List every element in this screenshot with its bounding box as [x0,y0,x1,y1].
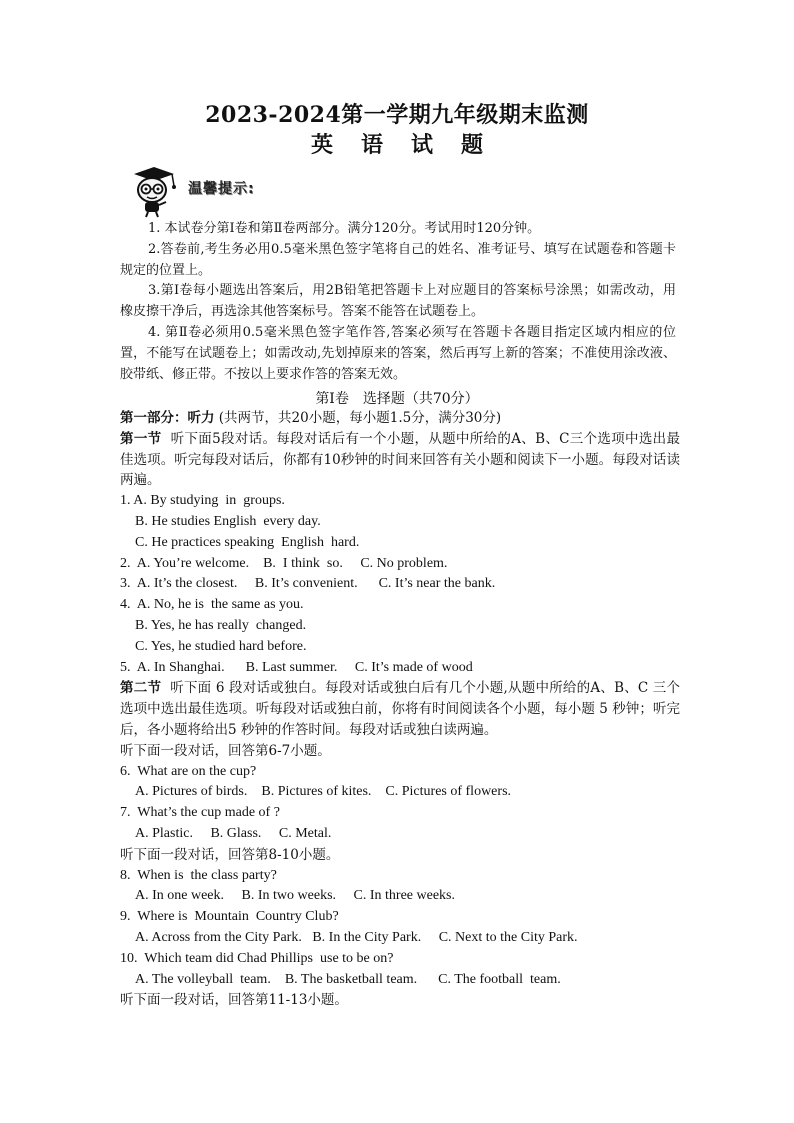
instructions [120,219,676,385]
question: 8. When is the class party? [120,867,277,883]
options: A. Pictures of birds. B. Pictures of kites. C. Pictures of flowers. [135,784,512,800]
part-desc: (共两节，共20小题，每小题1.5分，满分30分) [214,410,502,426]
option: C. He practices speaking English hard. [135,534,360,550]
volume-title: 第Ⅰ卷 选择题（共70分） [315,391,479,407]
option: C. Yes, he studied hard before. [135,638,307,654]
graduate-mascot-icon [128,164,178,218]
instruction-item: 1. 本试卷分第Ⅰ卷和第Ⅱ卷两部分。满分120分。考试用时120分钟。 [148,221,541,236]
options: A. Plastic. B. Glass. C. Metal. [135,825,332,841]
question: 6. What are on the cup? [120,763,257,779]
question: 4. A. No, he is the same as you. [120,597,304,613]
group-instruction: 听下面一段对话，回答第6-7小题。 [120,742,331,759]
section-label: 第一节 [120,430,162,447]
question: 10. Which team did Chad Phillips use to be on? [120,950,394,966]
question: 5. A. In Shanghai. B. Last summer. C. It’s made of wood [120,659,473,675]
section-instruction [120,678,680,740]
option: B. Yes, he has really changed. [135,617,307,633]
question: 1. A. By studying in groups. [120,493,285,509]
question: 3. A. It’s the closest. B. It’s convenient. C. It’s near the bank. [120,576,496,592]
part-label: 第一部分：听力 [120,410,215,426]
tips-label: 温馨提示: [188,181,255,197]
instruction-item: 2.答卷前,考生务必用0.5毫米黑色签字笔将自己的姓名、准考证号、填写在试题卷和答题卡规定的位置上。 [120,241,676,278]
instruction-item: 3.第Ⅰ卷每小题选出答案后，用2B铅笔把答题卡上对应题目的答案标号涂黑；如需改动，用橡皮擦干净后，再选涂其他答案标号。答案不能答在试题卷上。 [120,283,676,320]
option: B. He studies English every day. [135,513,321,529]
subject-title: 英语试题 [310,132,511,158]
section-desc: 听下面 6 段对话或独白。每段对话或独白后有几个小题,从题中所给的A、B、C 三个选项中选出最佳选项。听每段对话或独白前，你将有时间阅读各个小题，每小题 5 秒钟；听完后，各小题将给出5 秒钟的作答时间。每段对话或独白读两遍。 [120,680,681,738]
exam-title: 2023-2024第一学期九年级期末监测 [205,102,589,128]
options: A. The volleyball team. B. The basketball team. C. The football team. [135,971,561,987]
question: 7. What’s the cup made of ? [120,805,280,821]
options: A. In one week. B. In two weeks. C. In three weeks. [135,888,455,904]
listening-section [120,408,680,1011]
question: 2. A. You’re welcome. B. I think so. C. No problem. [120,555,448,571]
part-heading [120,408,680,429]
question: 9. Where is Mountain Country Club? [120,909,339,925]
group-instruction: 听下面一段对话，回答第8-10小题。 [120,846,340,863]
section-instruction [120,429,680,491]
section-desc: 听下面5段对话。每段对话后有一个小题，从题中所给的A、B、C三个选项中选出最佳选项。听完每段对话后，你都有10秒钟的时间来回答有关小题和阅读下一小题。每段对话读两遍。 [120,430,680,489]
options: A. Across from the City Park. B. In the City Park. C. Next to the City Park. [135,929,578,945]
group-instruction: 听下面一段对话，回答第11-13小题。 [120,992,348,1009]
instruction-item: 4. 第Ⅱ卷必须用0.5毫米黑色签字笔作答,答案必须写在答题卡各题目指定区域内相应的位置，不能写在试题卷上；如需改动,先划掉原来的答案，然后再写上新的答案；不准使用涂改液、胶带纸、修正带。不按以上要求作答的答案无效。 [120,324,676,382]
section-label: 第二节 [120,680,162,697]
